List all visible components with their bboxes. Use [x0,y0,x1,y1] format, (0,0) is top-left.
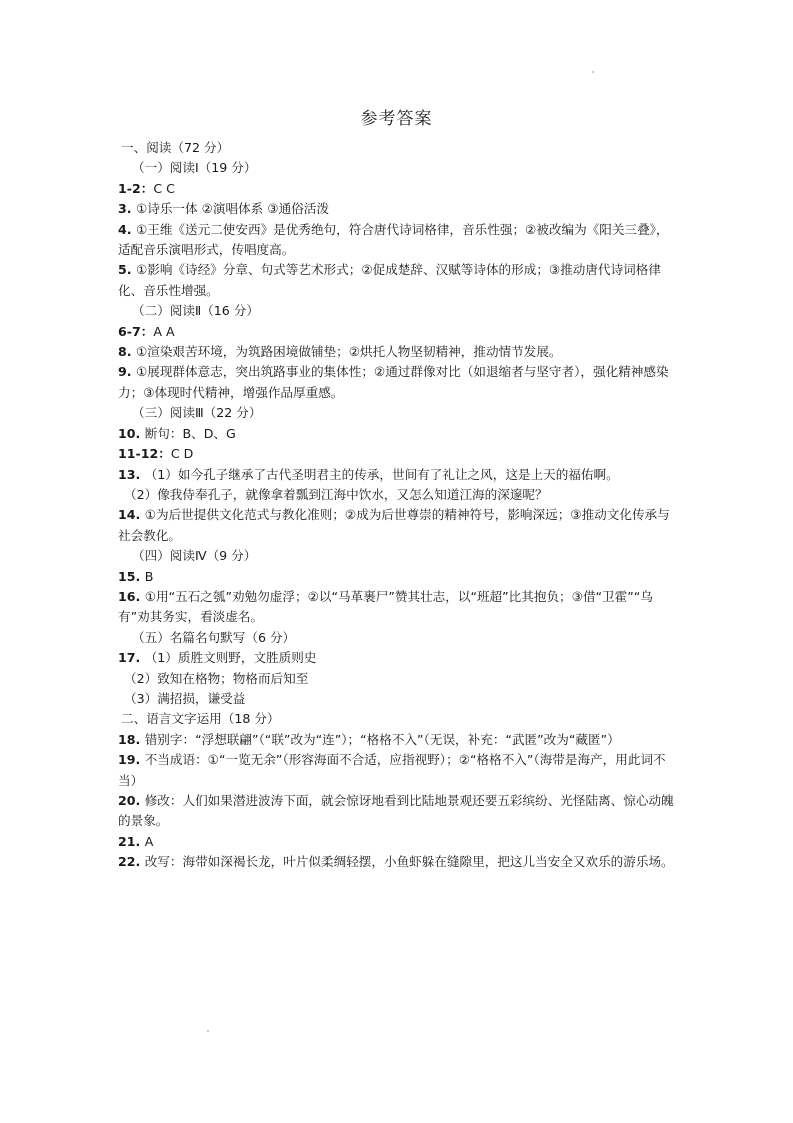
answer-text: 错别字：“浮想联翩”（“联”改为“连”）；“格格不入”（无误，补充：“武匿”改为“藏匿”） [144,731,620,747]
section-heading [118,138,678,158]
question-number: 11-12： [118,446,171,462]
question-number: 19. [118,752,145,768]
answer-item [118,465,678,485]
answer-item [118,587,678,628]
answer-item [118,485,678,505]
question-number: 9. [118,364,136,380]
answer-text: 改写：海带如深褐长龙，叶片似柔绸轻摆，小鱼虾躲在缝隙里，把这儿当安全又欢乐的游乐场。 [144,854,674,870]
answer-item [118,730,678,750]
question-number: 1-2： [118,180,154,196]
answer-text: ①展现群体意志，突出筑路事业的集体性；②通过群像对比（如退缩者与坚守者），强化精神感染力；③体现时代精神，增强作品厚重感。 [118,364,669,400]
subsection-heading [118,403,678,423]
answer-item [118,852,678,872]
answer-item [118,322,678,342]
answer-item [118,689,678,709]
question-number: 17. [118,650,145,666]
question-number: 18. [118,731,145,747]
answer-text: （四）阅读Ⅳ（9 分） [132,548,257,564]
answer-item [118,444,678,464]
answer-text: 修改：人们如果潜进波涛下面，就会惊讶地看到比陆地景观还要五彩缤纷、光怪陆离、惊心动魄的景象。 [118,793,674,829]
question-number: 21. [118,833,145,849]
answer-text: ①渲染艰苦环境，为筑路困境做铺垫；②烘托人物坚韧精神，推动情节发展。 [135,344,562,360]
question-number: 15. [118,568,145,584]
answer-item [118,362,678,403]
answer-item [118,750,678,791]
answer-text: A [144,833,154,849]
scan-speck [592,71,594,73]
question-number: 14. [118,507,145,523]
answer-text: （三）阅读Ⅲ（22 分） [132,405,262,421]
answer-item [118,260,678,301]
answer-text: 不当成语：①“一览无余”（形容海面不合适，应指视野）；②“格格不入”（海带是海产，用此词不当） [118,752,666,788]
answer-item [118,648,678,668]
answer-text: （2）像我侍奉孔子，就像拿着瓢到江海中饮水，又怎么知道江海的深邃呢？ [124,486,548,502]
answer-item [118,791,678,832]
question-number: 5. [118,262,136,278]
question-number: 20. [118,793,145,808]
question-number: 6-7： [118,323,154,339]
answer-text: C D [170,446,194,462]
question-number: 8. [118,344,136,360]
answer-list [118,138,678,873]
answer-text: ①为后世提供文化范式与教化准则；②成为后世尊崇的精神符号，影响深远；③推动文化传承与社会教化。 [118,507,670,543]
answer-text: ①用“五石之瓠”劝勉勿虚浮；②以“马革裹尸”赞其壮志，以“班超”比其抱负；③借“卫霍”“乌有”劝其务实，看淡虚名。 [118,588,653,625]
answer-text: （3）满招损，谦受益 [124,690,246,706]
answer-text: （一）阅读Ⅰ（19 分） [132,160,257,176]
answer-text: C C [153,180,175,196]
answer-text: 二、语言文字运用（18 分） [121,711,280,727]
scan-speck [207,1030,209,1032]
answer-item [118,199,678,219]
answer-text: ①王维《送元二使安西》是优秀绝句，符合唐代诗词格律，音乐性强；②被改编为《阳关三叠》，适配音乐演唱形式，传唱度高。 [118,221,669,258]
answer-text: 断句：B、D、G [144,425,236,441]
answer-item [118,567,678,587]
subsection-heading [118,628,678,648]
answer-item [118,832,678,852]
answer-item [118,424,678,444]
answer-text: （1）质胜文则野，文胜质则史 [144,650,317,666]
answer-text: （二）阅读Ⅱ（16 分） [132,303,259,319]
answer-item [118,342,678,362]
question-number: 13. [118,466,145,482]
answer-text: （1）如今孔子继承了古代圣明君主的传承，世间有了礼让之风，这是上天的福佑啊。 [144,466,619,482]
page-title: 参考答案 [360,109,433,129]
question-number: 22. [118,854,145,870]
answer-text: ①诗乐一体 ②演唱体系 ③通俗活泼 [135,201,329,217]
answer-text: ①影响《诗经》分章、句式等艺术形式；②促成楚辞、汉赋等诗体的形成；③推动唐代诗词格律化、音乐性增强。 [118,262,661,298]
answer-text: （2）致知在格物；物格而后知至 [124,670,309,686]
question-number: 4. [118,221,136,237]
question-number: 3. [118,201,136,217]
answer-text: A A [153,323,175,339]
section-heading [118,709,678,729]
answer-item [118,505,678,546]
subsection-heading [118,546,678,566]
question-number: 10. [118,425,145,441]
answer-text: B [144,568,154,584]
answer-item [118,179,678,199]
answer-text: 一、阅读（72 分） [121,140,230,155]
answer-item [118,220,678,261]
answer-item [118,669,678,689]
question-number: 16. [118,588,145,604]
subsection-heading [118,301,678,321]
subsection-heading [118,158,678,178]
answer-text: （五）名篇名句默写（6 分） [132,629,296,645]
